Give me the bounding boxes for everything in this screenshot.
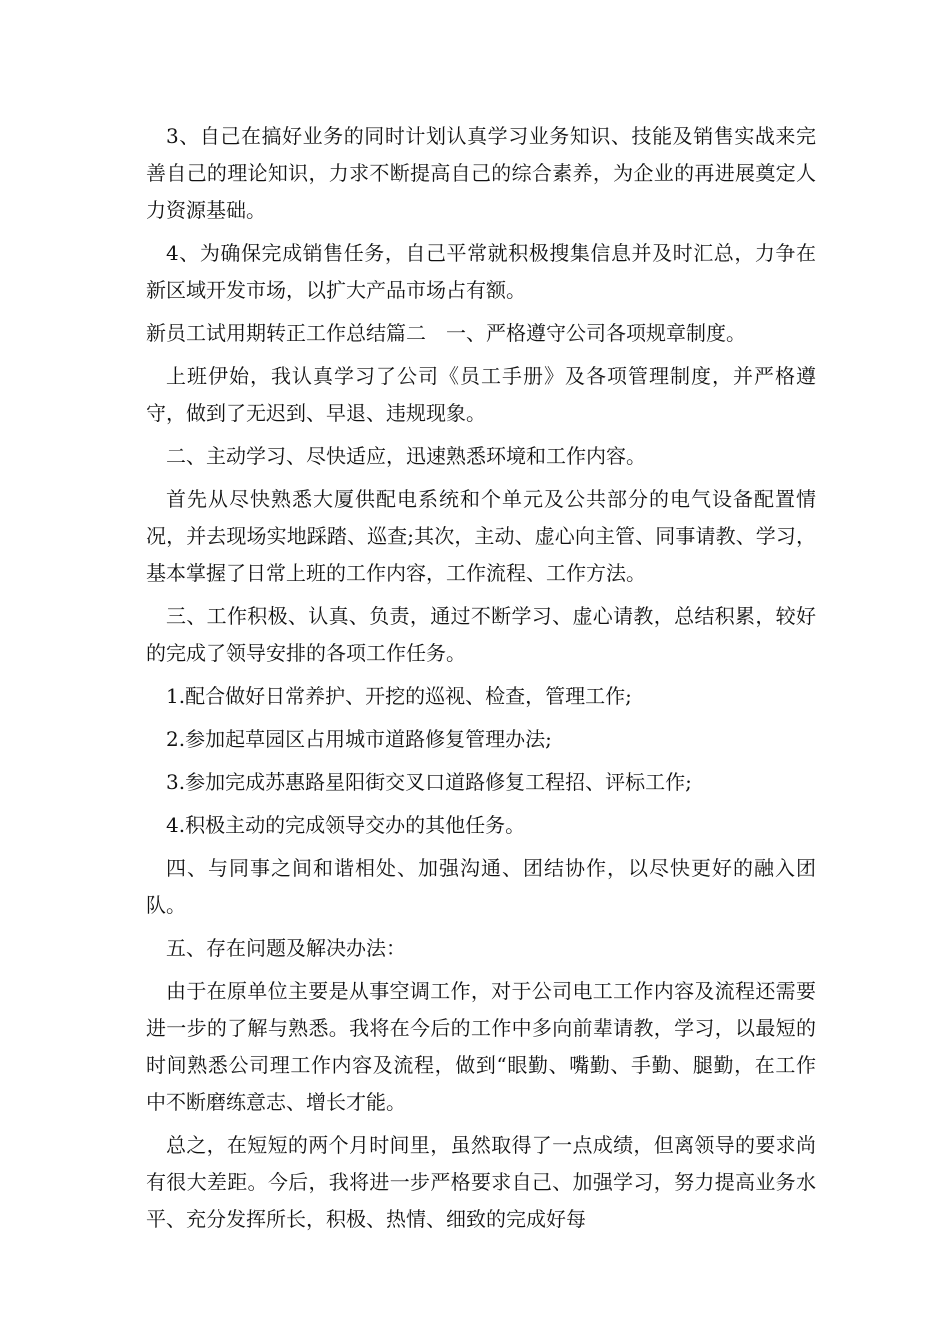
paragraph-item-3: 3、自己在搞好业务的同时计划认真学习业务知识、技能及销售实战来完善自己的理论知识，力求不断提高自己的综合素养，为企业的再进展奠定人力资源基础。 bbox=[146, 124, 816, 222]
list-item-3: 3.参加完成苏惠路星阳街交叉口道路修复工程招、评标工作; bbox=[166, 770, 692, 794]
list-item-2: 2.参加起草园区占用城市道路修复管理办法; bbox=[166, 727, 552, 751]
document-body bbox=[146, 118, 816, 1244]
list-item-4: 4.积极主动的完成领导交办的其他任务。 bbox=[166, 813, 526, 837]
section-title-line: 新员工试用期转正工作总结篇二 一、严格遵守公司各项规章制度。 bbox=[146, 321, 746, 345]
paragraph-conclusion: 总之，在短短的两个月时间里，虽然取得了一点成绩，但离领导的要求尚有很大差距。今后，我将进一步严格要求自己、加强学习，努力提高业务水平、充分发挥所长，积极、热情、细致的完成好每 bbox=[146, 1133, 816, 1231]
section-heading-4: 四、与同事之间和谐相处、加强沟通、团结协作，以尽快更好的融入团队。 bbox=[146, 856, 816, 917]
section-heading-5: 五、存在问题及解决办法： bbox=[166, 936, 406, 960]
list-item-1: 1.配合做好日常养护、开挖的巡视、检查，管理工作; bbox=[166, 684, 632, 708]
paragraph-problems: 由于在原单位主要是从事空调工作，对于公司电工工作内容及流程还需要进一步的了解与熟悉。我将在今后的工作中多向前辈请教，学习，以最短的时间熟悉公司理工作内容及流程，做到“眼勤、嘴勤、手勤、腿勤，在工作中不断磨练意志、增长才能。 bbox=[146, 979, 816, 1114]
paragraph-item-4: 4、为确保完成销售任务，自己平常就积极搜集信息并及时汇总，力争在新区域开发市场，以扩大产品市场占有额。 bbox=[146, 241, 816, 302]
section-heading-2: 二、主动学习、尽快适应，迅速熟悉环境和工作内容。 bbox=[166, 444, 646, 468]
paragraph-rules: 上班伊始，我认真学习了公司《员工手册》及各项管理制度，并严格遵守，做到了无迟到、早退、违规现象。 bbox=[146, 364, 816, 425]
section-heading-3: 三、工作积极、认真、负责，通过不断学习、虚心请教，总结积累，较好的完成了领导安排的各项工作任务。 bbox=[146, 604, 816, 665]
paragraph-familiarize: 首先从尽快熟悉大厦供配电系统和个单元及公共部分的电气设备配置情况，并去现场实地踩踏、巡查;其次，主动、虚心向主管、同事请教、学习，基本掌握了日常上班的工作内容，工作流程、工作方法。 bbox=[146, 487, 816, 585]
